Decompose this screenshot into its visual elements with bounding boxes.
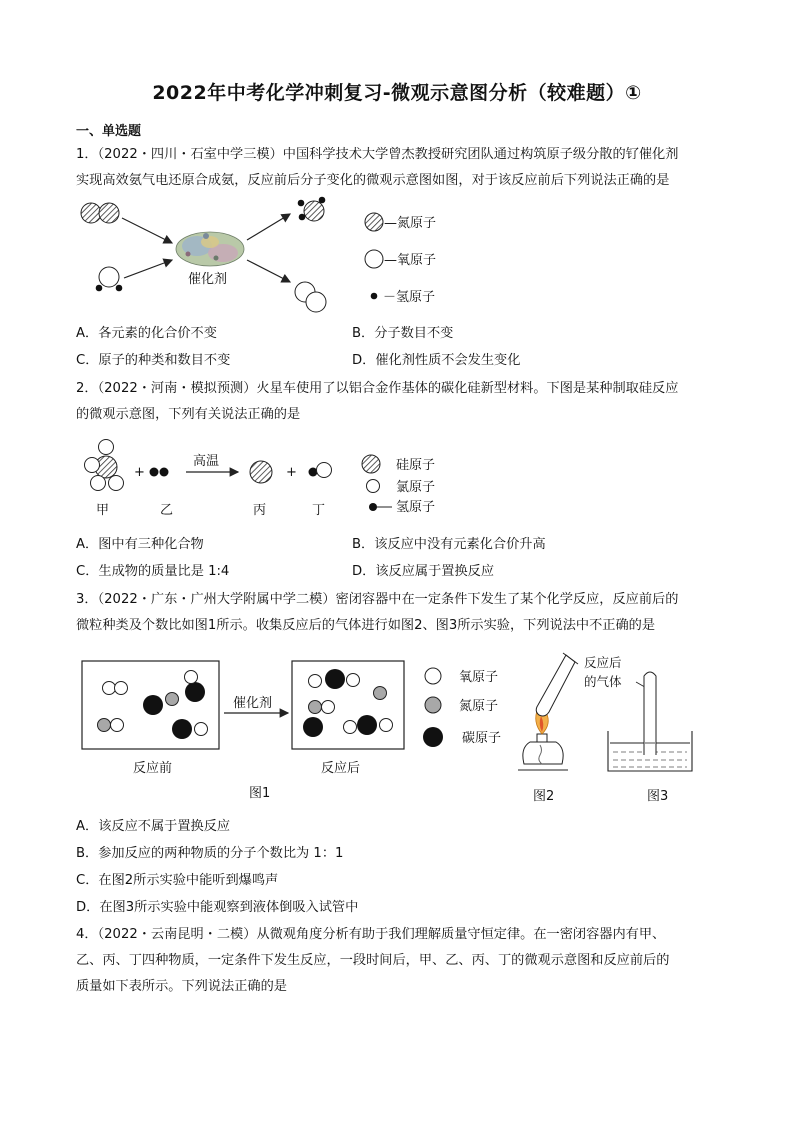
q3-before-label: 反应前 — [133, 761, 173, 776]
q3-legend-oxygen: 氧原子 — [459, 670, 499, 685]
q3-fig3-label: 图3 — [647, 789, 669, 804]
q2-plus-2: + — [286, 465, 297, 480]
q3-before-box — [82, 661, 219, 749]
q2-stem-line2: 的微观示意图，下列有关说法正确的是 — [76, 407, 301, 422]
q1-option-b[interactable]: B．分子数目不变 — [352, 326, 454, 341]
q4-stem-line2: 乙、丙、丁四种物质，一定条件下发生反应，一段时间后，甲、乙、丙、丁的微观示意图和反应前后的 — [76, 953, 670, 968]
q1-stem-line2: 实现高效氨气电还原合成氨，反应前后分子变化的微观示意图如图，对于该反应前后下列说法正确的是 — [76, 173, 670, 188]
q2-hydrogen-chloride-icon — [309, 463, 332, 478]
q3-legend — [423, 668, 501, 747]
water-trough-icon — [608, 731, 692, 771]
section-heading: 一、单选题 — [76, 124, 142, 139]
q2-option-d[interactable]: D．该反应属于置换反应 — [352, 564, 495, 579]
q3-fig1-label: 图1 — [249, 786, 271, 801]
q3-option-b[interactable]: B．参加反应的两种物质的分子个数比为 1：1 — [76, 846, 344, 861]
q1-stem-line1: 1．（2022・四川・石室中学三模）中国科学技术大学曾杰教授研究团队通过构筑原子级分散的钌催化剂 — [76, 147, 679, 162]
q3-option-c[interactable]: C．在图2所示实验中能听到爆鸣声 — [76, 873, 279, 888]
q4-stem-line3: 质量如下表所示。下列说法正确的是 — [76, 979, 287, 994]
catalyst-structure-icon — [176, 232, 244, 266]
q1-legend — [365, 213, 436, 305]
q3-after-box — [292, 661, 404, 749]
q2-legend-hydrogen: 氢原子 — [396, 500, 436, 515]
q2-name-bing: 丙 — [253, 503, 267, 518]
q3-before-particles — [98, 671, 208, 740]
page-title: 2022年中考化学冲刺复习-微观示意图分析（较难题）① — [152, 82, 642, 104]
q3-after-label: 反应后 — [321, 761, 361, 776]
q1-option-d[interactable]: D．催化剂性质不会发生变化 — [352, 353, 521, 368]
q2-legend-chlorine: 氯原子 — [396, 480, 436, 495]
q1-legend-nitrogen: —氮原子 — [384, 216, 437, 231]
inverted-tube-icon — [644, 672, 656, 755]
q2-legend — [362, 455, 435, 515]
q2-stem-line1: 2．（2022・河南・模拟预测）火星车使用了以铝合金作基体的碳化硅新型材料。下图是某种制取硅反应 — [76, 381, 679, 396]
q3-gas-label-2: 的气体 — [584, 674, 622, 689]
q3-option-d[interactable]: D．在图3所示实验中能观察到液体倒吸入试管中 — [76, 900, 359, 915]
q1-legend-hydrogen: －氢原子 — [383, 290, 436, 305]
q2-legend-silicon: 硅原子 — [396, 458, 436, 473]
q1-catalyst-label: 催化剂 — [188, 272, 228, 287]
q2-hydrogen-molecule-icon — [150, 468, 169, 477]
q1-oxygen-molecule-icon — [295, 282, 326, 312]
q3-legend-carbon: 碳原子 — [462, 731, 502, 746]
q2-name-yi: 乙 — [160, 503, 174, 518]
q2-silicon-atom-icon — [250, 461, 272, 483]
q1-legend-oxygen: —氧原子 — [384, 253, 437, 268]
q3-after-particles — [303, 669, 393, 737]
q2-condition-label: 高温 — [193, 454, 220, 469]
q3-stem-line1: 3．（2022・广东・广州大学附属中学二模）密闭容器中在一定条件下发生了某个化学反应，反应前后的 — [76, 592, 679, 607]
q3-stem-line2: 微粒种类及个数比如图1所示。收集反应后的气体进行如图2、图3所示实验，下列说法中不正确的是 — [76, 618, 656, 633]
q2-name-jia: 甲 — [96, 503, 110, 518]
q3-gas-label-1: 反应后 — [584, 655, 622, 670]
q1-option-a[interactable]: A．各元素的化合价不变 — [76, 326, 217, 341]
alcohol-lamp-icon — [518, 708, 568, 770]
q3-catalyst-label: 催化剂 — [233, 696, 273, 711]
q3-legend-nitrogen: 氮原子 — [459, 699, 499, 714]
q2-silicon-tetrachloride-icon — [85, 440, 124, 491]
q2-option-a[interactable]: A．图中有三种化合物 — [76, 537, 204, 552]
q1-option-c[interactable]: C．原子的种类和数目不变 — [76, 353, 231, 368]
q4-stem-line1: 4．（2022・云南昆明・二模）从微观角度分析有助于我们理解质量守恒定律。在一密闭容器内有甲、 — [76, 927, 666, 942]
q2-option-c[interactable]: C．生成物的质量比是 1:4 — [76, 564, 230, 579]
test-tube-icon — [536, 653, 578, 716]
q2-name-ding: 丁 — [312, 503, 326, 518]
q2-plus-1: + — [134, 465, 145, 480]
q3-fig2-label: 图2 — [533, 789, 555, 804]
q1-water-molecule-icon — [96, 267, 123, 291]
q1-nitrogen-molecule-icon — [81, 203, 119, 223]
q3-option-a[interactable]: A．该反应不属于置换反应 — [76, 819, 231, 834]
q1-ammonia-molecule-icon — [298, 197, 326, 221]
q2-option-b[interactable]: B．该反应中没有元素化合价升高 — [352, 537, 546, 552]
